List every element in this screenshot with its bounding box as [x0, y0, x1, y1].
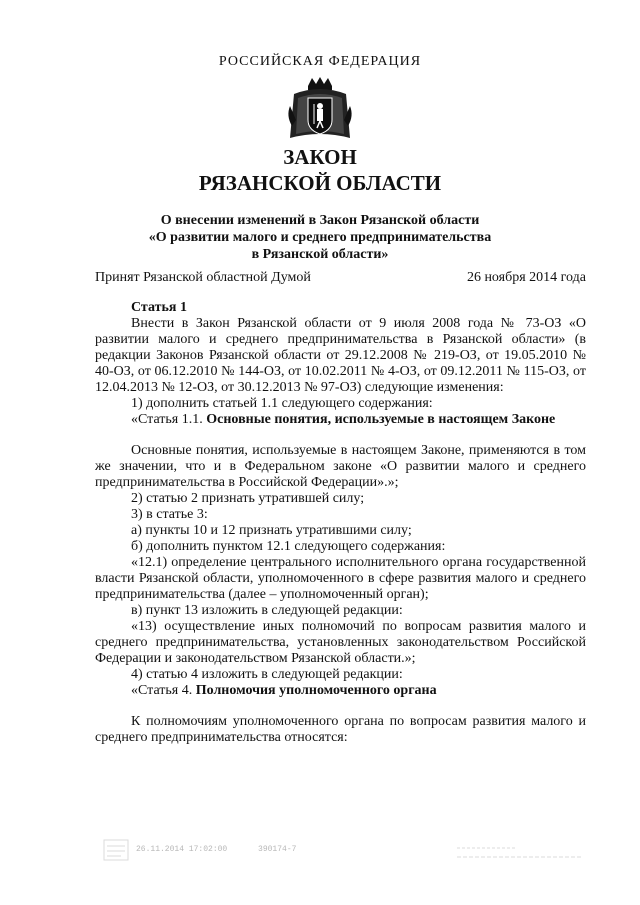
law-title — [0, 144, 640, 196]
item-3c-text: «13) осуществление иных полномочий по вопросам развития малого и среднего предпринимательства, установленных законодательством Российской Федерации и законодательством Рязанской области.»; — [95, 619, 586, 666]
article-intro: Внести в Закон Рязанской области от 9 июля 2008 года № 73-ОЗ «О развитии малого и среднего предпринимательства в Рязанской области» (в редакции Законов Рязанской области от 29.12.2008 № 219-ОЗ, от 19.05.2010 № 40-ОЗ, от 06.12.2010 № 144-ОЗ, от 10.02.2011 № 4-ОЗ, от 09.12.2011 № 115-ОЗ, от 12.04.2013 № 12-ОЗ, от 30.12.2013 № 97-ОЗ) следующие изменения: — [95, 316, 586, 395]
item-2: 2) статью 2 признать утратившей силу; — [131, 491, 365, 506]
article-4-title: Полномочия уполномоченного органа — [195, 683, 437, 698]
item-3: 3) в статье 3: — [131, 507, 208, 522]
article-4-prefix: «Статья 4. — [131, 683, 193, 698]
item-3b: б) дополнить пунктом 12.1 следующего содержания: — [131, 539, 446, 554]
article-heading: Статья 1 — [131, 300, 187, 315]
subject-line3: в Рязанской области» — [251, 247, 389, 262]
adoption-date: 26 ноября 2014 года — [466, 270, 586, 285]
item-3a: а) пункты 10 и 12 признать утратившими силу; — [131, 523, 412, 538]
article-body — [95, 300, 586, 746]
country-header: РОССИЙСКАЯ ФЕДЕРАЦИЯ — [218, 54, 422, 69]
article-1-1-prefix: «Статья 1.1. — [131, 412, 203, 427]
item-3c: в) пункт 13 изложить в следующей редакции: — [131, 603, 403, 618]
law-subject — [100, 212, 540, 263]
footer-timestamp: 26.11.2014 17:02:00 — [136, 845, 228, 854]
adopted-by: Принят Рязанской областной Думой — [95, 270, 311, 285]
footer-registration — [100, 845, 296, 854]
subject-line1: О внесении изменений в Закон Рязанской области — [160, 213, 480, 228]
article-1-1-heading — [95, 412, 586, 428]
item-3b-text: «12.1) определение центрального исполнительного органа государственной власти Рязанской области, уполномоченного в сфере развития малого и среднего предпринимательства (далее – уполномоченный орган); — [95, 555, 586, 602]
law-title-line2: РЯЗАНСКОЙ ОБЛАСТИ — [198, 171, 442, 195]
article-1-1-title: Основные понятия, используемые в настоящем Законе — [206, 412, 556, 427]
article-4-text: К полномочиям уполномоченного органа по вопросам развития малого и среднего предпринимательства относятся: — [95, 714, 586, 745]
footer-doc-code: 390174-7 — [258, 845, 297, 854]
article-1-1-text: Основные понятия, используемые в настоящем Законе, применяются в том же значении, что и в Федеральном законе «О развитии малого и среднего предпринимательства в Российской Федерации».»; — [95, 443, 586, 490]
ryazan-coat-of-arms-icon — [286, 76, 354, 146]
law-title-line1: ЗАКОН — [283, 145, 357, 169]
article-4-heading — [95, 683, 586, 699]
item-4: 4) статью 4 изложить в следующей редакции: — [131, 667, 403, 682]
faint-registration-stamp-icon — [455, 843, 585, 863]
subject-line2: «О развитии малого и среднего предпринимательства — [148, 230, 492, 245]
item-1: 1) дополнить статьей 1.1 следующего содержания: — [131, 396, 433, 411]
